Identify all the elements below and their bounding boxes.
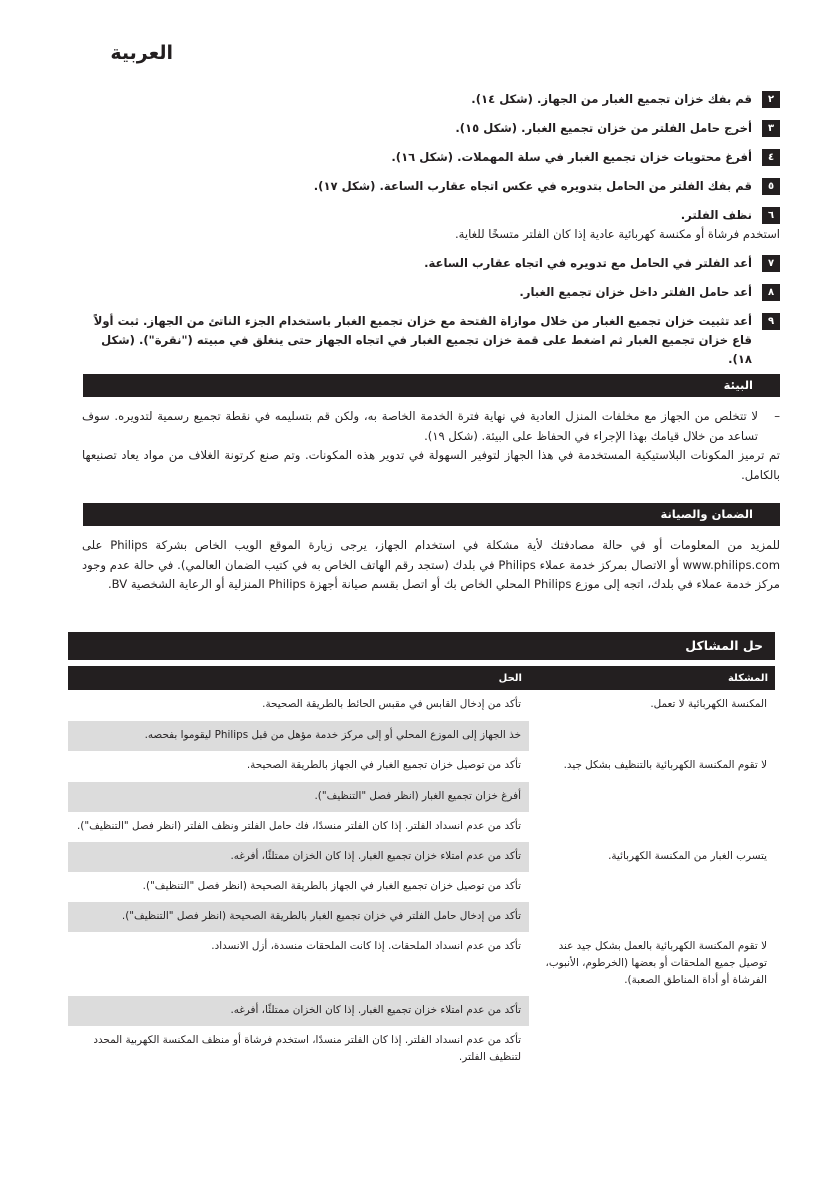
problem-column-header: المشكلة [529, 666, 775, 690]
step-item [90, 177, 780, 196]
step-text: قم بفك الفلتر من الحامل بتدويره في عكس اتجاه عقارب الساعة. (شكل ١٧). [313, 179, 752, 193]
solution-cell: تأكد من توصيل خزان تجميع الغبار في الجهاز بالطريقة الصحيحة (انظر فصل "التنظيف"). [142, 880, 521, 892]
solution-cell: تأكد من إدخال حامل الفلتر في خزان تجميع الغبار بالطريقة الصحيحة (انظر فصل "التنظيف"). [68, 902, 529, 932]
problem-cell: يتسرب الغبار من المكنسة الكهربائية. [608, 850, 767, 862]
step-text: أعد تثبيت خزان تجميع الغبار من خلال موازاة الفتحة مع خزان تجميع الغبار باستخدام الجزء الناتئ من الجهاز. ثبت أولاً قاع خزان تجميع الغبار ثم اضغط على قمة خزان تجميع الغبار في اتجاه الجهاز حتى ينغلق في مبيته ("نقرة"). (شكل ١٨). [93, 314, 752, 366]
step-item [90, 206, 780, 244]
bullet-dash: – [774, 409, 780, 423]
table-row [68, 842, 775, 872]
table-row [68, 751, 775, 782]
step-number: ٦ [762, 207, 780, 224]
step-number: ٤ [762, 149, 780, 166]
solution-cell: تأكد من عدم انسداد الفلتر. إذا كان الفلتر منسدًا، فك حامل الفلتر ونظف الفلتر (انظر فصل "التنظيف"). [77, 820, 521, 832]
step-item [90, 90, 780, 109]
step-text: نظف الفلتر. [680, 208, 752, 222]
step-item [90, 283, 780, 302]
guarantee-paragraph: للمزيد من المعلومات أو في حالة مصادفتك لأية مشكلة في استخدام الجهاز، يرجى زيارة الموقع الويب الخاص بشركة Philips على www.philips.com أو الاتصال بمركز خدمة عملاء Philips في بلدك (ستجد رقم الهاتف الخاص به في كتيب الضمان العالمي). في حالة عدم وجود مركز خدمة عملاء في بلدك، اتجه إلى موزع Philips المحلي الخاص بك أو اتصل بقسم صيانة أجهزة Philips المنزلية أو الرعاية الشخصية BV. [82, 538, 781, 591]
solution-cell: تأكد من عدم انسداد الفلتر. إذا كان الفلتر منسدًا، استخدم فرشاة أو منظف المكنسة الكهربية المحدد لتنظيف الفلتر. [93, 1034, 521, 1063]
solution-cell: تأكد من توصيل خزان تجميع الغبار في الجهاز بالطريقة الصحيحة. [246, 759, 521, 771]
environment-bullet-text: لا تتخلص من الجهاز مع مخلفات المنزل العادية في نهاية فترة الخدمة الخاصة به، ولكن قم بتسليمه في نقطة تجميع رسمية لتدويره. سوف تساعد من خلال قيامك بهذا الإجراء في الحفاظ على البيئة. (شكل ١٩). [82, 409, 758, 443]
environment-bullet [82, 407, 780, 446]
problem-cell: المكنسة الكهربائية لا تعمل. [650, 698, 767, 710]
solution-cell: تأكد من إدخال القابس في مقبس الحائط بالطريقة الصحيحة. [262, 698, 521, 710]
problem-cell [529, 996, 775, 1026]
environment-paragraph: تم ترميز المكونات البلاستيكية المستخدمة في هذا الجهاز لتوفير السهولة في تدوير هذه المكونات. وتم صنع كرتونة الغلاف من مواد يعاد تصنيعها بالكامل. [82, 448, 780, 482]
solution-cell: تأكد من عدم انسداد الملحقات. إذا كانت الملحقات منسدة، أزل الانسداد. [211, 940, 521, 952]
step-text: قم بفك خزان تجميع الغبار من الجهاز. (شكل ١٤). [471, 92, 752, 106]
step-number: ٨ [762, 284, 780, 301]
table-row [68, 782, 775, 813]
problem-cell [529, 812, 775, 842]
step-number: ٧ [762, 255, 780, 272]
table-row [68, 812, 775, 842]
problem-cell [529, 872, 775, 902]
solution-cell: تأكد من عدم امتلاء خزان تجميع الغبار. إذا كان الخزان ممتلئًا، أفرغه. [68, 996, 529, 1026]
step-text: أفرغ محتويات خزان تجميع الغبار في سلة المهملات. (شكل ١٦). [391, 150, 752, 164]
cleaning-steps [90, 90, 780, 379]
step-number: ٢ [762, 91, 780, 108]
environment-heading: البيئة [83, 374, 780, 397]
problem-cell: لا تقوم المكنسة الكهربائية بالتنظيف بشكل جيد. [563, 759, 767, 771]
step-item [90, 312, 780, 369]
solution-cell: خذ الجهاز إلى الموزع المحلي أو إلى مركز خدمة مؤهل من قبل Philips ليقوموا بفحصه. [68, 721, 529, 752]
table-row [68, 996, 775, 1026]
solution-cell: تأكد من عدم امتلاء خزان تجميع الغبار. إذا كان الخزان ممتلئًا، أفرغه. [68, 842, 529, 872]
solution-column-header: الحل [68, 666, 529, 690]
table-row [68, 902, 775, 932]
step-item [90, 254, 780, 273]
troubleshooting-table-wrap [68, 666, 775, 1073]
problem-cell: لا تقوم المكنسة الكهربائية بالعمل بشكل جيد عند توصيل جميع الملحقات أو بعضها (الخرطوم، الأنبوب، الفرشاة أو أداة المناطق الصعبة). [545, 940, 767, 986]
step-number: ٣ [762, 120, 780, 137]
table-row [68, 721, 775, 752]
troubleshooting-table [68, 666, 775, 1073]
page-title: العربية [110, 42, 173, 64]
step-item [90, 119, 780, 138]
problem-cell [529, 1026, 775, 1073]
problem-cell [529, 721, 775, 752]
problem-cell [529, 782, 775, 813]
troubleshooting-heading: حل المشاكل [68, 632, 775, 660]
step-number: ٥ [762, 178, 780, 195]
table-row [68, 1026, 775, 1073]
step-text: أخرج حامل الفلتر من خزان تجميع الغبار. (شكل ١٥). [455, 121, 752, 135]
step-item [90, 148, 780, 167]
table-header-row [68, 666, 775, 690]
table-row [68, 690, 775, 721]
table-row [68, 872, 775, 902]
step-number: ٩ [762, 313, 780, 330]
problem-cell [529, 902, 775, 932]
table-row [68, 932, 775, 996]
solution-cell: أفرغ خزان تجميع الغبار (انظر فصل "التنظيف"). [68, 782, 529, 813]
guarantee-heading: الضمان والصيانة [83, 503, 780, 526]
environment-section [82, 407, 780, 485]
step-text: أعد الفلتر في الحامل مع تدويره في اتجاه عقارب الساعة. [424, 256, 752, 270]
step-subtext: استخدم فرشاة أو مكنسة كهربائية عادية إذا كان الفلتر متسخًا للغاية. [454, 227, 780, 241]
step-text: أعد حامل الفلتر داخل خزان تجميع الغبار. [519, 285, 752, 299]
